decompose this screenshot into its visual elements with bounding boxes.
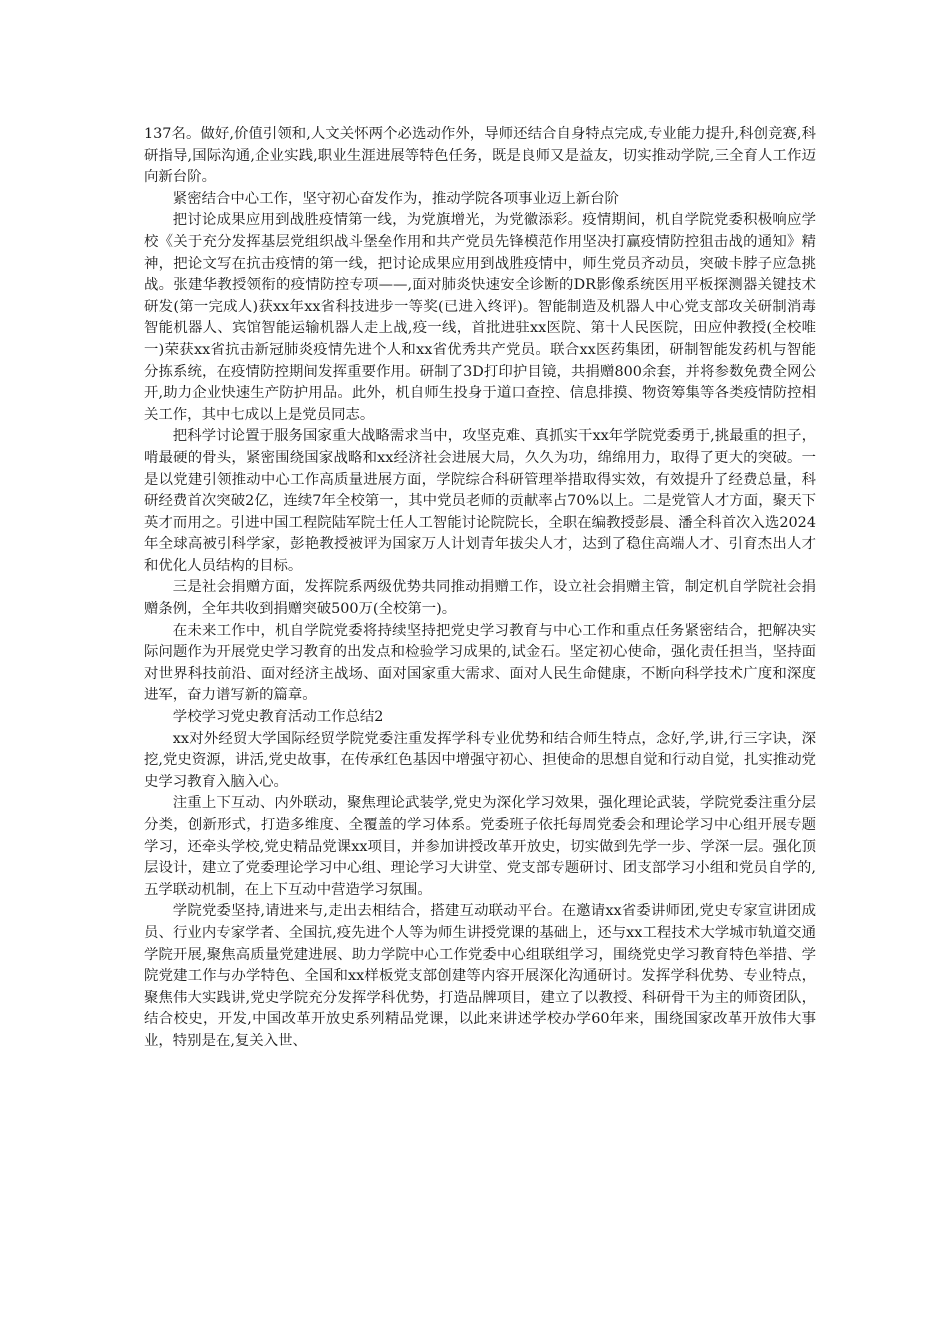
document-page [144,124,816,1053]
section-title-summary-2: 学校学习党史教育活动工作总结2 [172,709,384,726]
paragraph-research-strategy: 把科学讨论置于服务国家重大战略需求当中，攻坚克难、真抓实干xx年学院党委勇于,挑最重的担子，啃最硬的骨头，紧密围绕国家战略和xx经济社会进展大局，久久为功，绵绵用力，取得了更大的突破。一是以党建引领推动中心工作高质量进展方面，学院综合科研管理举措取得实效，有效提升了经费总量，科研经费首次突破2亿，连续7年全校第一，其中党员老师的贡献率占70%以上。二是党管人才方面，聚天下英才而用之。引进中国工程院陆军院士任人工智能讨论院院长，全职在编教授彭晨、潘全科首次入选2024年全球高被引科学家，彭艳教授被评为国家万人计划青年拔尖人才，达到了稳住高端人才、引育杰出人才和优化人员结构的目标。 [144,428,816,574]
paragraph-interaction-platform: 学院党委坚持,请进来与,走出去相结合，搭建互动联动平台。在邀请xx省委讲师团,党史专家宣讲团成员、行业内专家学者、全国抗,疫先进个人等为师生讲授党课的基础上，还与xx工程技术大学城市轨道交通学院开展,聚焦高质量党建进展、助力学院中心工作党委中心组联组学习，围绕党史学习教育特色举措、学院党建工作与办学特色、全国和xx样板党支部创建等内容开展深化沟通研讨。发挥学科优势、专业特点，聚焦伟大实践讲,党史学院充分发挥学科优势，打造品牌项目，建立了以教授、科研骨干为主的师资团队，结合校史，开发,中国改革开放史系列精品党课，以此来讲述学校办学60年来，围绕国家改革开放伟大事业，特别是在,复关入世、 [144,903,816,1049]
paragraph-future-work: 在未来工作中，机自学院党委将持续坚持把党史学习教育与中心工作和重点任务紧密结合，把解决实际问题作为开展党史学习教育的出发点和检验学习成果的,试金石。坚定初心使命，强化责任担当，坚持面对世界科技前沿、面对经济主战场、面对国家重大需求、面对人民生命健康，不断向科学技术广度和深度进军，奋力谱写新的篇章。 [144,622,816,704]
paragraph-intro-trade-college: xx对外经贸大学国际经贸学院党委注重发挥学科专业优势和结合师生特点，念好,学,讲,行三字诀，深挖,党史资源，讲活,党史故事，在传承红色基因中增强守初心、担使命的思想自觉和行动自觉，扎实推动党史学习教育入脑入心。 [144,730,816,790]
paragraph-epidemic: 把讨论成果应用到战胜疫情第一线，为党旗增光，为党徽添彩。疫情期间，机自学院党委积极响应学校《关于充分发挥基层党组织战斗堡垒作用和共产党员先锋模范作用坚决打赢疫情防控狙击战的通知》精神，把论文写在抗击疫情的第一线，把讨论成果应用到战胜疫情中，师生党员齐动员，突破卡脖子应急挑战。张建华教授领衔的疫情防控专项——,面对肺炎快速安全诊断的DR影像系统医用平板探测器关键技术研发(第一完成人)获xx年xx省科技进步一等奖(已进入终评)。智能制造及机器人中心党支部攻关研制消毒智能机器人、宾馆智能运输机器人走上战,疫一线，首批进驻xx医院、第十人民医院，田应仲教授(全校唯一)荣获xx省抗击新冠肺炎疫情先进个人和xx省优秀共产党员。联合xx医药集团，研制智能发药机与智能分拣系统，在疫情防控期间发挥重要作用。研制了3D打印护目镜，共捐赠800余套，并将参数免费全网公开,助力企业快速生产防护用品。此外，机自师生投身于道口查控、信息排摸、物资筹集等各类疫情防控相关工作，其中七成以上是党员同志。 [144,212,816,423]
paragraph-donation: 三是社会捐赠方面，发挥院系两级优势共同推动捐赠工作，设立社会捐赠主管，制定机自学院社会捐赠条例，全年共收到捐赠突破500万(全校第一)。 [144,579,816,618]
paragraph-continuation: 137名。做好,价值引领和,人文关怀两个必选动作外，导师还结合自身特点完成,专业能力提升,科创竞赛,科研指导,国际沟通,企业实践,职业生涯进展等特色任务，既是良师又是益友，切实推动学院,三全育人工作迈向新台阶。 [144,126,816,186]
section-heading: 紧密结合中心工作，坚守初心奋发作为，推动学院各项事业迈上新台阶 [172,190,619,207]
paragraph-theory-study: 注重上下互动、内外联动，聚焦理论武装学,党史为深化学习效果，强化理论武装，学院党委注重分层分类，创新形式，打造多维度、全覆盖的学习体系。党委班子依托每周党委会和理论学习中心组开展专题学习，还牵头学校,党史精品党课xx项目，并参加讲授改革开放史，切实做到先学一步、学深一层。强化顶层设计，建立了党委理论学习中心组、理论学习大讲堂、党支部专题研讨、团支部学习小组和党员自学的,五学联动机制，在上下互动中营造学习氛围。 [144,795,816,898]
